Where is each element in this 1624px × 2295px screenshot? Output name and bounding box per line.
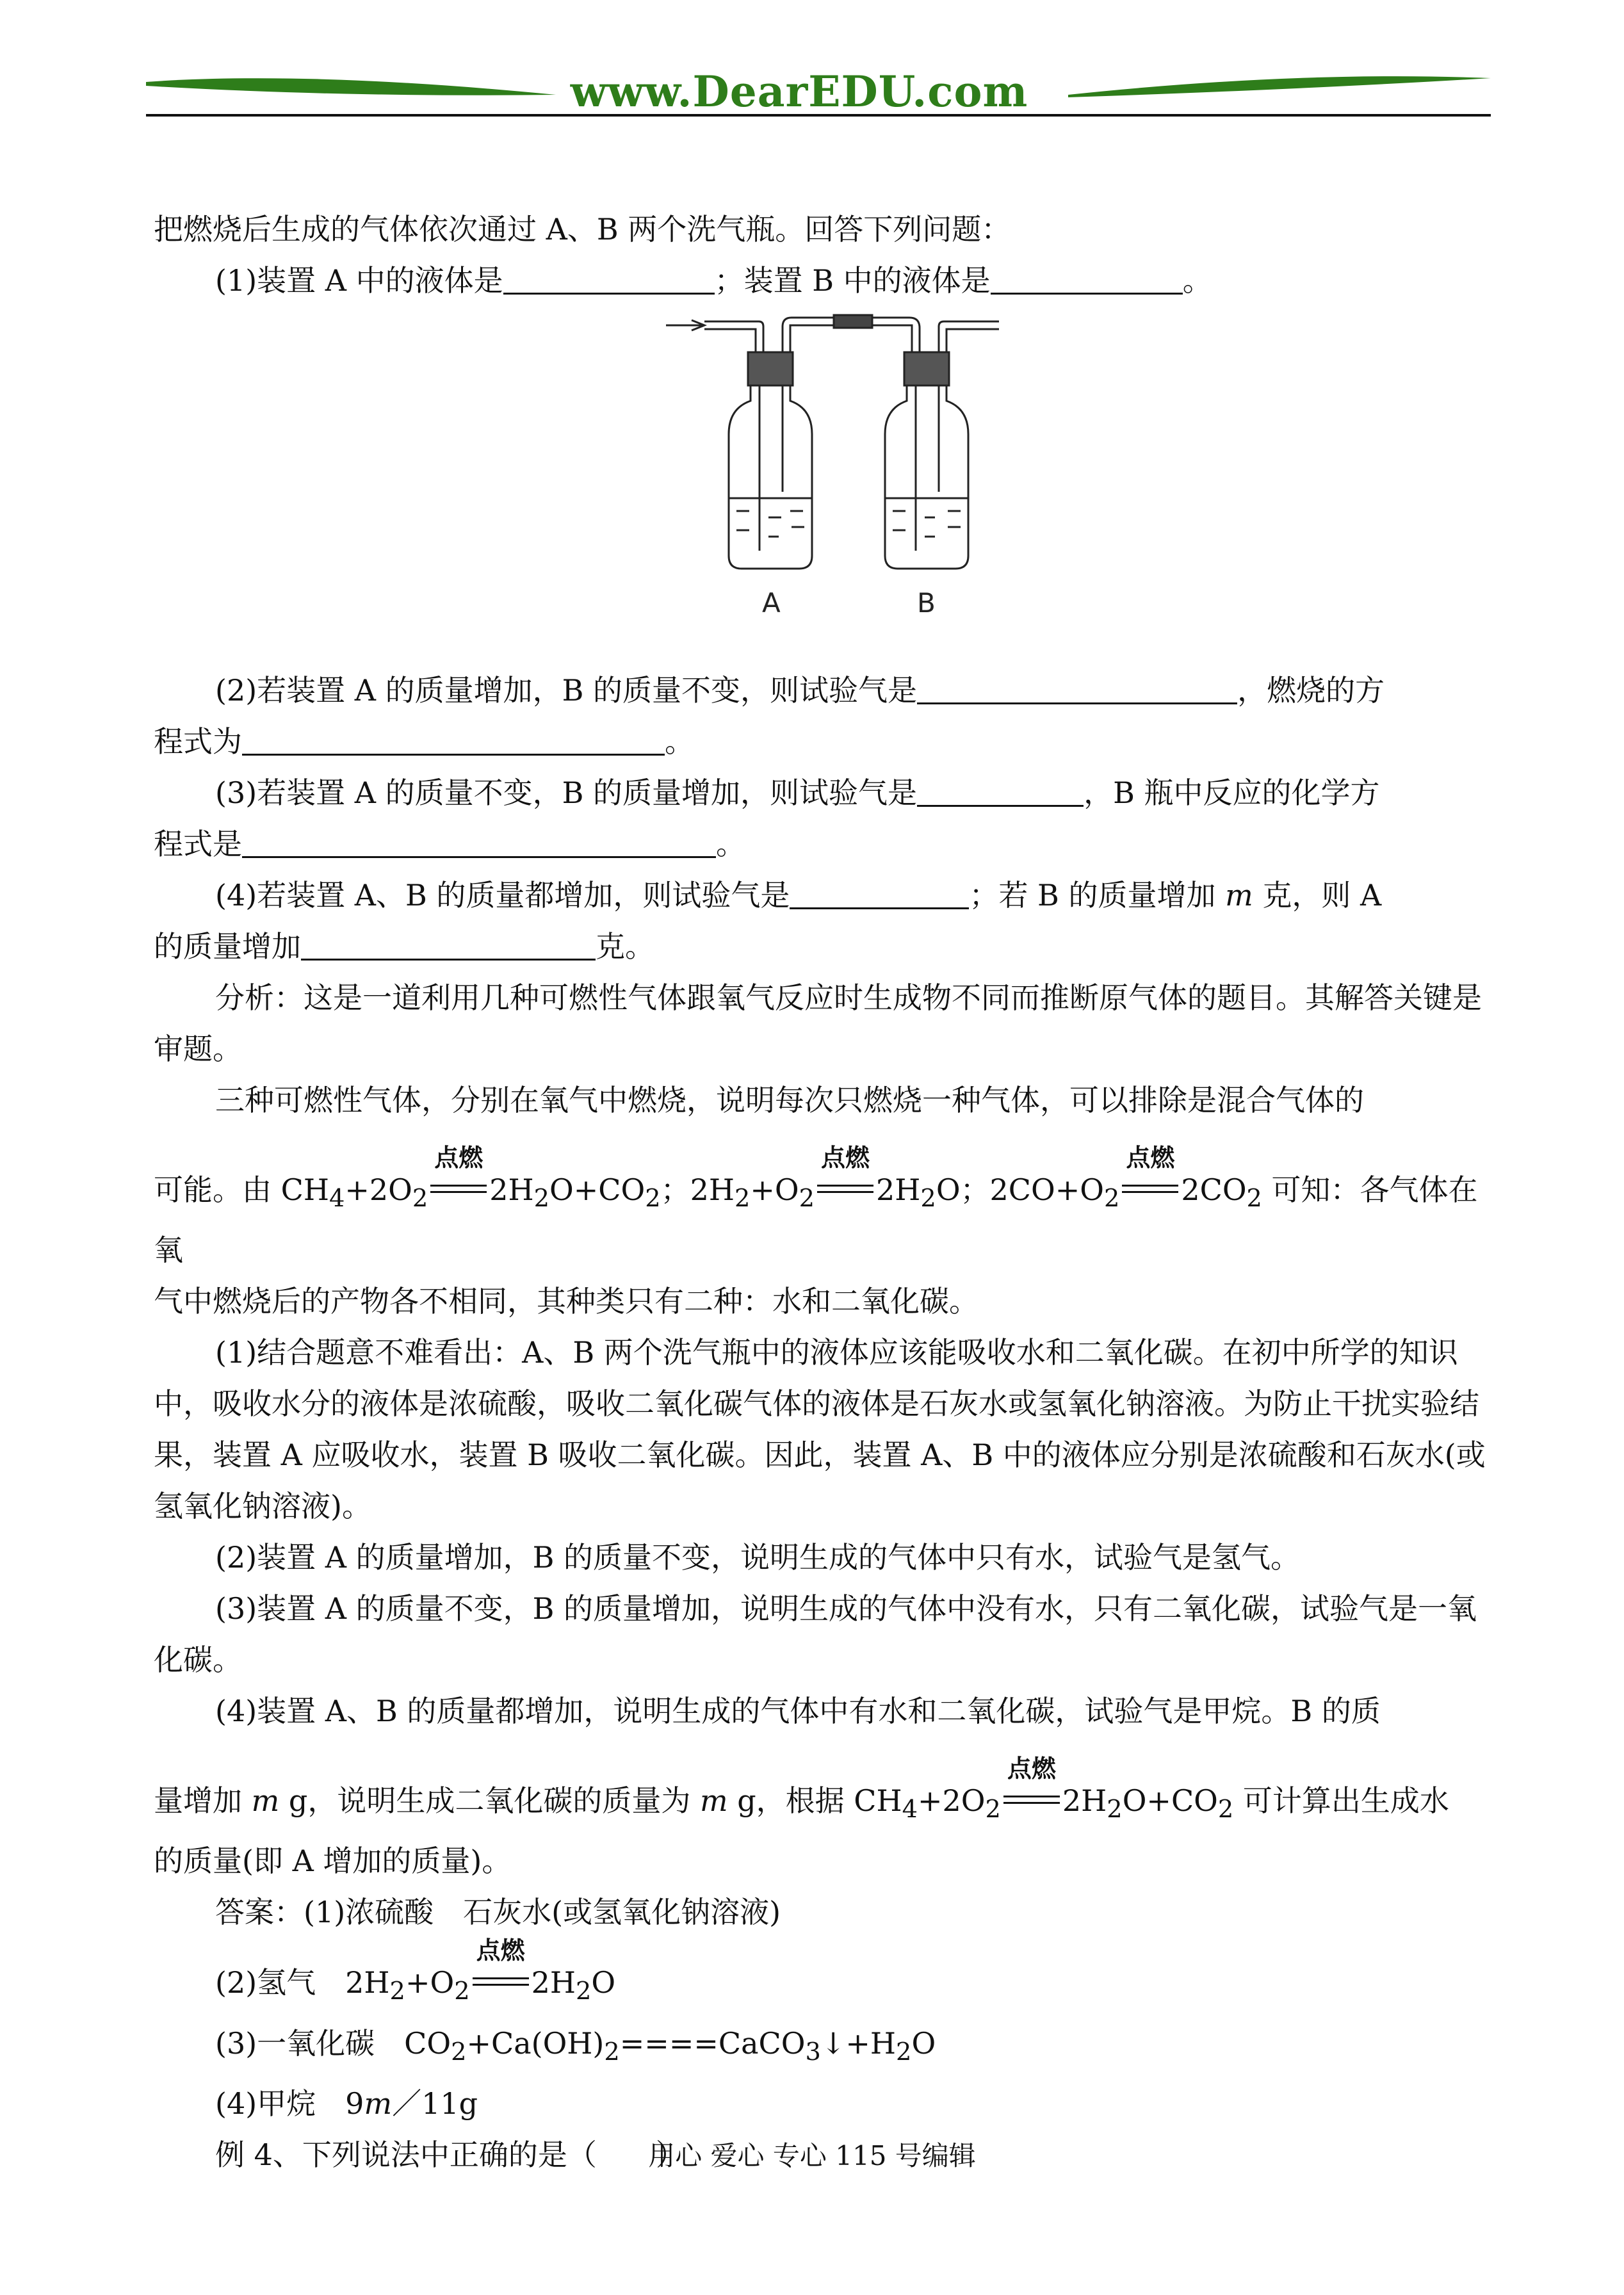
eq-text: ；2H (660, 1172, 735, 1207)
subscript: 2 (533, 1184, 550, 1213)
answer-blank (301, 925, 596, 961)
text: (3)一氧化碳 CO (215, 2025, 451, 2061)
subscript: 2 (412, 1184, 428, 1213)
subscript: 4 (329, 1184, 345, 1213)
question-2 (154, 665, 1486, 716)
question-3 (154, 767, 1486, 818)
intro-paragraph: 把燃烧后生成的气体依次通过 A、B 两个洗气瓶。回答下列问题： (154, 212, 1011, 247)
equation-line (154, 1143, 1486, 1276)
eq-text: +2O (345, 1172, 412, 1207)
answer-1: 答案：(1)浓硫酸 石灰水(或氢氧化钠溶液) (215, 1895, 781, 1930)
spacer (154, 1938, 1486, 1957)
q2-text-b: ，燃烧的方 (1237, 673, 1385, 708)
text: 2H (1062, 1783, 1107, 1819)
q3-text-a: (3)若装置 A 的质量不变，B 的质量增加，则试验气是 (215, 775, 918, 810)
text: +Ca(OH) (466, 2025, 605, 2061)
analysis-paragraph: 分析：这是一道利用几种可燃性气体跟氧气反应时生成物不同而推断原气体的题目。其解答关键是审题。 (154, 980, 1482, 1066)
subscript: 3 (805, 2037, 821, 2066)
q4-text-d: 的质量增加 (154, 929, 301, 964)
page-footer: 用心 爱心 专心 115 号编辑 (648, 2140, 976, 2171)
page-header (146, 64, 1491, 122)
eq-text: 2H (876, 1172, 921, 1207)
equation-line-2: 气中燃烧后的产物各不相同，其种类只有二种：水和二氧化碳。 (154, 1284, 978, 1319)
answer-blank (242, 823, 716, 858)
reaction-condition: 点燃 (1126, 1143, 1175, 1172)
answer-analysis-3: (3)装置 A 的质量不变，B 的质量增加，说明生成的气体中没有水，只有二氧化碳，试验气是一氧化碳。 (154, 1591, 1477, 1678)
q2-text-c: 程式为 (154, 724, 242, 759)
answer-analysis-2: (2)装置 A 的质量增加，B 的质量不变，说明生成的气体中只有水，试验气是氢气。 (215, 1540, 1301, 1575)
eq-text: O；2CO+O (936, 1172, 1104, 1207)
spacer (154, 1737, 1486, 1775)
reaction-condition: 点燃 (1007, 1754, 1056, 1783)
answer-blank (917, 772, 1084, 807)
text: +2O (917, 1783, 986, 1819)
answer-2 (154, 1936, 1486, 2017)
subscript: 2 (734, 1184, 751, 1213)
text: (2)氢气 2H (215, 1965, 390, 2000)
label-bottle-b: B (917, 587, 936, 619)
subscript: 2 (799, 1184, 815, 1213)
text: g，根据 CH (727, 1783, 902, 1819)
reaction-arrow (815, 1143, 876, 1203)
variable-m: m (699, 1783, 728, 1819)
text: 2H (531, 1965, 576, 2000)
gas-washing-bottles-figure (154, 306, 1486, 665)
q3-end: 。 (716, 827, 745, 861)
q2-text-a: (2)若装置 A 的质量增加，B 的质量不变，则试验气是 (215, 673, 918, 708)
text: ／11g (392, 2086, 478, 2121)
subscript: 2 (604, 2037, 620, 2066)
q4-end: 克。 (596, 929, 654, 964)
eq-text: 2H (489, 1172, 534, 1207)
subscript: 2 (896, 2037, 912, 2066)
question-4-cont (154, 921, 1486, 972)
subscript: 2 (1217, 1795, 1234, 1824)
site-logo-text: www.DearEDU.com (570, 67, 1028, 117)
text: O (911, 2025, 936, 2061)
apparatus-diagram (666, 306, 1025, 652)
subscript: 2 (389, 1977, 405, 2006)
eq-text: 可知：各气体在氧 (154, 1172, 1478, 1268)
variable-m: m (364, 2086, 393, 2121)
subscript: 2 (454, 1977, 470, 2006)
subscript: 2 (1103, 1184, 1120, 1213)
text: g，说明生成二氧化碳的质量为 (279, 1783, 700, 1819)
q3-text-c: 程式是 (154, 827, 242, 861)
answer-blank (917, 669, 1237, 704)
reaction-arrow (428, 1143, 489, 1203)
text: ↓+H (820, 2025, 897, 2061)
eq-text: 2CO (1181, 1172, 1247, 1207)
subscript: 2 (575, 1977, 592, 2006)
reaction-arrow (1001, 1754, 1062, 1813)
example-4-question: 例 4、下列说法中正确的是（ ） (215, 2137, 685, 2172)
q2-end: 。 (665, 724, 694, 759)
question-4 (154, 870, 1486, 921)
answer-blank (991, 259, 1183, 295)
subscript: 2 (985, 1795, 1001, 1824)
reaction-condition: 点燃 (821, 1143, 870, 1172)
answer-blank (242, 720, 665, 756)
q1-end: 。 (1182, 263, 1212, 298)
subscript: 2 (645, 1184, 661, 1213)
variable-m: m (251, 1783, 280, 1819)
q4-text-a: (4)若装置 A、B 的质量都增加，则试验气是 (215, 878, 790, 912)
reaction-condition: 点燃 (476, 1936, 525, 1965)
q1-text-b: ；装置 B 中的液体是 (714, 263, 991, 298)
q4-text-b: ；若 B 的质量增加 (969, 878, 1226, 912)
subscript: 4 (902, 1795, 918, 1824)
text: O (591, 1965, 616, 2000)
question-1 (154, 255, 1486, 306)
question-2-cont (154, 716, 1486, 767)
text: (4)甲烷 9 (215, 2086, 364, 2121)
label-bottle-a: A (762, 587, 781, 619)
question-3-cont (154, 818, 1486, 870)
answer-3 (154, 2018, 1486, 2078)
reaction-arrow (470, 1936, 532, 1995)
analysis-paragraph-2: 三种可燃性气体，分别在氧气中燃烧，说明每次只燃烧一种气体，可以排除是混合气体的 (215, 1083, 1364, 1117)
answer-4 (154, 2078, 1486, 2129)
answer-blank (503, 259, 715, 295)
subscript: 2 (451, 2037, 467, 2066)
subscript: 2 (1246, 1184, 1262, 1213)
answer-blank (790, 874, 969, 909)
subscript: 2 (1107, 1795, 1123, 1824)
text: +O (405, 1965, 455, 2000)
text: O+CO (1122, 1783, 1218, 1819)
subscript: 2 (920, 1184, 936, 1213)
q1-text-a: (1)装置 A 中的液体是 (215, 263, 503, 298)
eq-text: O+CO (549, 1172, 646, 1207)
text: 量增加 (154, 1783, 252, 1819)
answer-analysis-1: (1)结合题意不难看出：A、B 两个洗气瓶中的液体应该能吸收水和二氧化碳。在初中所学的知识中，吸收水分的液体是浓硫酸，吸收二氧化碳气体的液体是石灰水或氢氧化钠溶液。为防止干扰实验结果，装置 A 应吸收水，装置 B 吸收二氧化碳。因此，装置 A、B 中的液体应分别是浓硫酸和石灰水(或氢氧化钠溶液)。 (154, 1335, 1486, 1524)
q3-text-b: ，B 瓶中反应的化学方 (1084, 775, 1380, 810)
text: 可计算出生成水 (1233, 1783, 1449, 1819)
q4-text-c: 克，则 A (1253, 878, 1382, 912)
eq-text: +O (750, 1172, 799, 1207)
document-body (154, 204, 1486, 2180)
text: ====CaCO (619, 2025, 806, 2061)
answer-analysis-4-cont (154, 1754, 1486, 1835)
variable-m: m (1225, 878, 1253, 912)
reaction-arrow (1119, 1143, 1181, 1203)
answer-analysis-4: (4)装置 A、B 的质量都增加，说明生成的气体中有水和二氧化碳，试验气是甲烷。B 的质 (215, 1694, 1381, 1729)
reaction-condition: 点燃 (434, 1143, 483, 1172)
answer-analysis-4-end: 的质量(即 A 增加的质量)。 (154, 1844, 512, 1879)
eq-text: 可能。由 CH (154, 1172, 329, 1207)
